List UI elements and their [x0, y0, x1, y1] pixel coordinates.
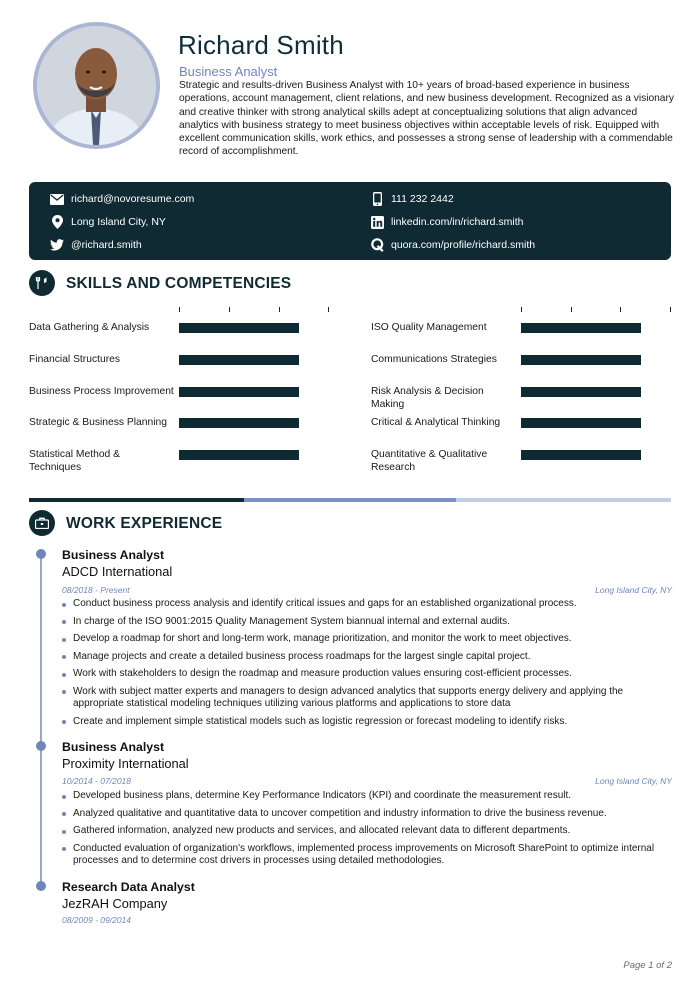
- skill-level-bar: [179, 387, 299, 397]
- contact-linkedin-text: linkedin.com/in/richard.smith: [391, 216, 524, 228]
- skill-scale-tick: [179, 307, 180, 312]
- envelope-icon: [43, 194, 71, 205]
- skill-level-bar: [179, 355, 299, 365]
- job-bullet: Conduct business process analysis and identify critical issues and gaps for an established organizational process.: [62, 598, 676, 610]
- timeline-dot: [36, 741, 46, 751]
- contact-twitter[interactable]: [43, 236, 142, 254]
- skill-level-bar: [521, 355, 641, 365]
- profile-photo: [37, 26, 156, 145]
- skill-label: Critical & Analytical Thinking: [371, 417, 501, 428]
- skill-level-bar: [179, 323, 299, 333]
- job-bullet: Analyzed qualitative and quantitative data to uncover competition and industry information to drive the business revenue.: [62, 808, 676, 820]
- contact-phone-text: 111 232 2442: [391, 193, 454, 205]
- timeline-line: [40, 550, 42, 890]
- job-bullet-list: [62, 598, 676, 734]
- contact-twitter-text: @richard.smith: [71, 239, 142, 251]
- job-dates: 10/2014 - 07/2018: [62, 776, 132, 786]
- skill-label: Business Process Improvement: [29, 386, 174, 397]
- skill-scale-tick: [279, 307, 280, 312]
- contact-panel: [29, 182, 671, 260]
- job-location: Long Island City, NY: [595, 585, 672, 595]
- job-title: Research Data Analyst: [62, 880, 195, 894]
- contact-email-text: richard@novoresume.com: [71, 193, 195, 205]
- page-number: Page 1 of 2: [623, 960, 672, 971]
- skill-scale-tick: [521, 307, 522, 312]
- job-bullet: Conducted evaluation of organization's workflows, implemented process improvements on Microsoft SharePoint to optimize internal processes and to determine cost drivers in processes using detailed methodologies.: [62, 843, 676, 868]
- job-title: Business Analyst: [62, 740, 165, 754]
- skill-level-bar: [179, 450, 299, 460]
- twitter-icon: [43, 239, 71, 251]
- contact-linkedin[interactable]: [363, 213, 523, 231]
- candidate-name: Richard Smith: [178, 30, 344, 60]
- job-bullet: Developed business plans, determine Key Performance Indicators (KPI) and coordinate the measurement result.: [62, 790, 676, 802]
- skill-level-bar: [521, 450, 641, 460]
- skill-level-bar: [521, 418, 641, 428]
- job-bullet: Work with subject matter experts and managers to design advanced analytics that supports energy delivery and applying the appropriate statistical modeling techniques utilizing various platforms and applications to store data: [62, 686, 676, 711]
- contact-email[interactable]: [43, 190, 194, 208]
- phone-icon: [363, 192, 391, 206]
- map-pin-icon: [43, 215, 71, 229]
- job-bullet: Develop a roadmap for short and long-term work, manage prioritization, and monitor the work to meet objectives.: [62, 633, 676, 645]
- job-bullet: In charge of the ISO 9001:2015 Quality Management System biannual internal and external audits.: [62, 616, 676, 628]
- skill-scale-tick: [620, 307, 621, 312]
- contact-quora[interactable]: [363, 236, 535, 254]
- skill-label: Statistical Method & Techniques: [29, 449, 120, 473]
- skill-scale-tick: [328, 307, 329, 312]
- timeline-dot: [36, 881, 46, 891]
- skill-label: Strategic & Business Planning: [29, 417, 167, 428]
- skill-scale-tick: [670, 307, 671, 312]
- job-company: JezRAH Company: [62, 896, 168, 911]
- skill-label: Data Gathering & Analysis: [29, 322, 150, 333]
- job-bullet: Work with stakeholders to design the roadmap and measure production values ensuring cost-efficient processes.: [62, 668, 676, 680]
- skill-level-bar: [521, 387, 641, 397]
- job-location: Long Island City, NY: [595, 776, 672, 786]
- skill-level-bar: [179, 418, 299, 428]
- briefcase-icon: [29, 510, 55, 536]
- skill-level-bar: [521, 323, 641, 333]
- job-bullet: Gathered information, analyzed new products and services, and allocated relevant data to different departments.: [62, 825, 676, 837]
- skills-section-icon: [29, 270, 55, 296]
- candidate-title: Business Analyst: [179, 64, 278, 79]
- skill-label: Financial Structures: [29, 354, 120, 365]
- section-divider: [456, 498, 671, 502]
- skills-heading: SKILLS AND COMPETENCIES: [66, 275, 292, 292]
- skill-label: Risk Analysis & Decision Making: [371, 386, 484, 410]
- timeline-dot: [36, 549, 46, 559]
- skill-scale-tick: [229, 307, 230, 312]
- contact-phone[interactable]: [363, 190, 454, 208]
- linkedin-icon: [363, 216, 391, 229]
- profile-summary: Strategic and results-driven Business Analyst with 10+ years of broad-based experience in business operations, account management, client relations, and new business development. Recognized as a visionary and creative thinker with strong analytical skills adept at conceptualizing solutions that align advanced analytics with business strategy to meet business objectives within acceptable levels of risk. Equipped with excellent communication skills, work ethics, and possesses a strong sense of leadership with a commendable record of accomplishment.: [179, 80, 674, 158]
- job-dates: 08/2018 - Present: [62, 585, 130, 595]
- skill-label: Communications Strategies: [371, 354, 497, 365]
- contact-location: [43, 213, 166, 231]
- job-dates: 08/2009 - 09/2014: [62, 915, 132, 925]
- contact-quora-text: quora.com/profile/richard.smith: [391, 239, 536, 251]
- section-divider: [244, 498, 456, 502]
- skill-scale-tick: [571, 307, 572, 312]
- quora-icon: [363, 238, 391, 252]
- job-bullet-list: [62, 790, 676, 873]
- contact-location-text: Long Island City, NY: [71, 216, 166, 228]
- job-bullet: Manage projects and create a detailed business process roadmaps for the largest single capital project.: [62, 651, 676, 663]
- job-company: ADCD International: [62, 564, 173, 579]
- job-bullet: Create and implement simple statistical models such as logistic regression or forecast modeling to identify risks.: [62, 716, 676, 728]
- experience-heading: WORK EXPERIENCE: [66, 515, 223, 532]
- section-divider: [29, 498, 244, 502]
- job-title: Business Analyst: [62, 548, 165, 562]
- skill-label: ISO Quality Management: [371, 322, 487, 333]
- skill-label: Quantitative & Qualitative Research: [371, 449, 488, 473]
- job-company: Proximity International: [62, 756, 189, 771]
